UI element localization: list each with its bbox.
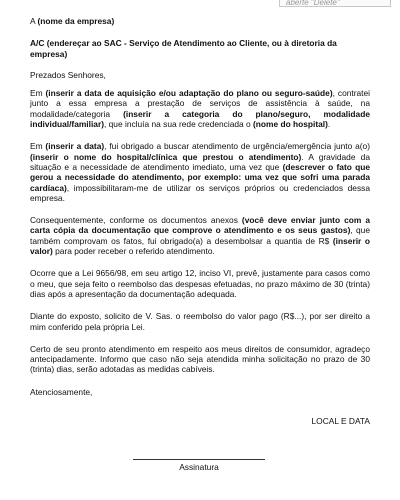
p1-text-4: .	[327, 119, 331, 130]
place-and-date: LOCAL E DATA	[311, 416, 370, 427]
p3-text-1: Consequentemente, conforme os documentos anexos	[30, 215, 242, 226]
p3-bold-1: (você deve enviar junto com a carta cópia da documentação que comprove o atendimento e os seus gastos)	[30, 215, 371, 236]
paragraph-6: Certo de seu pronto atendimento em respeito aos meus direitos de consumidor, agradeço antecipadamente. Informo que caso não seja atendida minha solicitação no prazo de 30 (trinta) dias, serão adotadas as medidas cabíveis.	[30, 343, 370, 375]
p1-bold-2: (inserir a categoria do plano/seguro, modalidade individual/familiar)	[30, 108, 370, 130]
p3-text-2: , que também comprovam os fatos, fui obrigado(a) a desembolsar a quantia de R$	[30, 225, 370, 246]
p1-text-3: , que incluía na sua rede credenciada o	[104, 119, 253, 130]
paragraph-5: Diante do exposto, solicito de V. Sas. o reembolso do valor pago (R$...), por ser direito a mim conferido pela própria Lei.	[30, 311, 370, 332]
p2-text-2: , fui obrigado a buscar atendimento de urgência/emergência junto a(o)	[104, 141, 371, 152]
attention-line	[30, 38, 370, 59]
p2-bold-1: (inserir a data)	[45, 141, 105, 152]
p2-text-4: , impossibilitaram-me de utilizar os serviços próprios ou credenciados dessa empresa.	[30, 182, 370, 203]
signature-label: Assinatura	[179, 462, 219, 472]
top-note: aberte "Delete"	[279, 0, 391, 7]
company-name-placeholder: (nome da empresa)	[37, 16, 115, 26]
addressee-line	[30, 16, 370, 26]
letter-body	[30, 16, 370, 426]
paragraph-3	[30, 215, 370, 256]
salutation: Prezados Senhores,	[30, 69, 106, 80]
p2-text-3: . A gravidade da situação e a necessidade de atendimento imediato, uma vez que	[30, 151, 370, 172]
p1-text-2: , contratei junto a essa empresa a prestação de serviços de assistência à saúde, na modalidade/categoria	[30, 88, 371, 119]
p2-text-1: Em	[30, 141, 46, 152]
p3-text-3: para poder receber o referido atendimento.	[52, 246, 215, 257]
paragraph-1	[30, 88, 370, 129]
closing: Atenciosamente,	[30, 386, 93, 397]
p1-bold-3: (nome do hospital)	[253, 119, 328, 130]
signature-line	[133, 459, 265, 472]
p2-bold-2: (inserir o nome do hospital/clínica que prestou o atendimento)	[30, 151, 302, 162]
p1-text-1: Em	[30, 88, 46, 99]
p2-bold-3: (descrever o fato que gerou a necessidade do atendimento, por exemplo: uma vez que sofri uma parada cardíaca)	[30, 161, 370, 193]
p3-bold-2: (inserir o valor)	[30, 235, 370, 257]
attention-text: A/C (endereçar ao SAC - Serviço de Atendimento ao Cliente, ou à diretoria da empresa)	[30, 38, 337, 59]
paragraph-2	[30, 141, 370, 203]
addressee-prefix: A	[30, 16, 38, 26]
p1-bold-1: (inserir a data de aquisição e/ou adaptação do plano ou seguro-saúde)	[45, 88, 333, 99]
paragraph-4: Ocorre que a Lei 9656/98, em seu artigo 12, inciso VI, prevê, justamente para casos como o meu, que seja feito o reembolso das despesas efetuadas, no prazo máximo de 30 (trinta) dias após a apresentação da documentação adequada.	[30, 268, 370, 299]
